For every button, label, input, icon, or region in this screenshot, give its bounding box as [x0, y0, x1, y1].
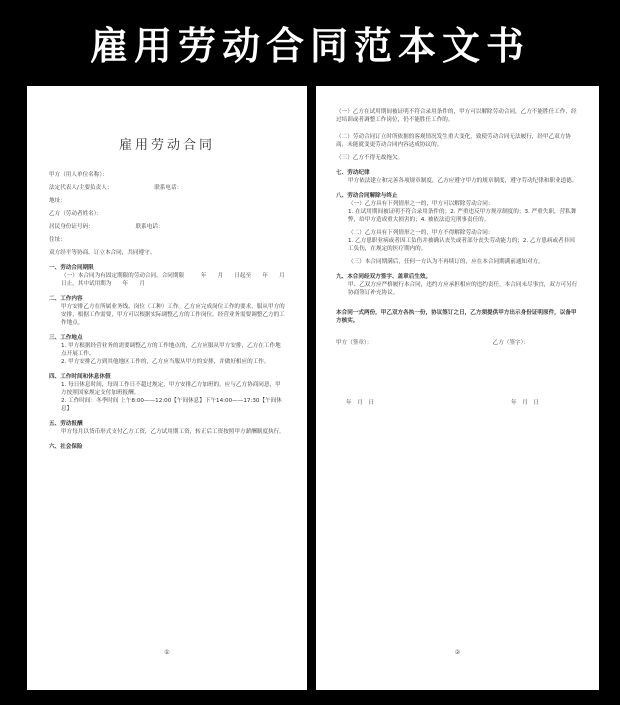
section-9-heading: 九、本合同经双方签字、盖章后生效。 — [336, 274, 432, 280]
party-b-date: 年 月 日 — [511, 400, 539, 406]
section-4-heading: 四、工作时间和休息休假 — [49, 374, 111, 380]
id-number-label: 居民身份证号码： — [49, 224, 94, 230]
document-title: 雇用劳动合同 — [118, 138, 215, 153]
section-4-text-2: 2. 工作时间：冬季时间 上午8:00——12:00【午间休息】下午14:00——17:30【午间休息】 — [61, 398, 282, 412]
section-2-heading: 二、工作内容 — [49, 296, 83, 302]
section-3-text-2: 2. 甲方安排乙方到其他地区工作的，乙方应当服从甲方的安排，并做好相应的工作。 — [61, 359, 270, 365]
section-1-heading: 一、劳动合同期限 — [49, 265, 94, 271]
section-9-text: 甲、乙双方应严格履行本合同，违约方应承担相应的违约责任。本合同未尽事宜，双方可另行协商签订补充协议。 — [348, 282, 578, 296]
legal-rep-line — [49, 184, 285, 192]
section-10-text: 本合同一式两份，甲乙双方各执一份，协议签订之日，乙方须提供甲方出示身份证明原件，以备甲方核实。 — [336, 310, 577, 324]
right-paragraph-1: （一）乙方在试用期间被证明不符合录用条件的，甲方可以解除劳动合同。乙方不能胜任工作，经过培训或者调整工作岗位，仍不能胜任工作的。 — [336, 109, 577, 123]
contract-page-right — [316, 86, 599, 690]
legal-rep-label: 法定代表人/主要负责人： — [49, 185, 113, 191]
section-8-text-5: （三）本合同期满后，任何一方认为不再续订的，应在本合同期满前通知对方。 — [348, 259, 544, 265]
date-row — [336, 398, 579, 406]
address-b-line: 住址： — [49, 237, 66, 243]
section-8-text-1: （一）乙方具有下列情形之一的，甲方可以解除劳动合同： — [348, 201, 494, 207]
section-4-text-1: 1. 每日休息时间，每周工作日不超过规定，甲方安排乙方加班的，应与乙方协商同意，甲方按照国家规定支付加班报酬。 — [61, 382, 281, 396]
party-a-date: 年 月 日 — [346, 400, 374, 406]
page-number-right: ② — [454, 649, 461, 656]
section-8-heading: 八、劳动合同解除与终止 — [336, 193, 398, 199]
section-7-text: 甲方依法建立和完善各项规章制度，乙方应遵守甲方的规章制度，遵守劳动纪律和职业道德。 — [348, 178, 578, 184]
section-8-text-3: （二）乙方具有下列情形之一的，甲方不得解除劳动合同： — [348, 230, 494, 236]
party-b-signature-label: 乙方（签字）： — [492, 340, 529, 346]
section-5-text: 甲方每月以货币形式支付乙方工资，乙方试用期工资，转正后工资按照甲方薪酬制度执行。 — [61, 429, 285, 435]
contact-phone-label: 联系电话： — [154, 185, 183, 191]
banner — [0, 0, 620, 84]
section-6-heading: 六、社会保险 — [49, 444, 83, 450]
contact-phone-b-label: 联系电话： — [135, 224, 164, 230]
party-a-line: 甲方（用人单位名称）： — [49, 172, 108, 178]
page-number-left: ① — [164, 649, 170, 656]
id-line — [49, 223, 285, 231]
section-2-text: 甲方安排乙方在所属业务线，岗位（工种）工作。乙方应完成岗位工作的要求，服从甲方的安排，根据工作需要，甲方可以根据实际调整乙方的工作岗位，经营业务需要调整乙方的工作地点。 — [61, 304, 285, 326]
section-3-heading: 三、工作地点 — [49, 335, 83, 341]
preamble: 双方经平等协商，订立本合同，共同遵守。 — [49, 250, 156, 256]
section-7-heading: 七、劳动纪律 — [336, 170, 370, 176]
party-a-signature-label: 甲方（签章）： — [336, 340, 373, 346]
section-3-text-1: 1. 甲方根据经营业务的需要调整乙方的工作地点的，乙方应服从甲方安排，乙方在工作地点开展工作。 — [61, 343, 281, 357]
contract-page-left — [27, 86, 307, 690]
banner-title: 雇用劳动合同范本文书 — [89, 22, 530, 68]
signature-row — [336, 338, 579, 346]
party-b-line: 乙方（劳动者姓名）： — [49, 211, 103, 217]
right-paragraph-2: （二）劳动合同订立时所依据的客观情况发生重大变化，致使劳动合同无法履行，经甲乙双方协商，未能就变更劳动合同内容达成协议的。 — [336, 134, 571, 148]
right-paragraph-3: （三）乙方不得无故拖欠。 — [336, 155, 404, 161]
address-a-line: 地址： — [49, 198, 66, 204]
section-8-text-4: 1. 乙方患职业病或者因工负伤并被确认丧失或者部分丧失劳动能力的；2. 乙方患病或者非因工负伤，在规定的医疗期内的。 — [348, 238, 575, 252]
section-1-text: （一）本合同为有固定期限的劳动合同，合同期限 年 月 日起至 年 月 日止。其中试用期为 年 月 — [61, 273, 296, 287]
section-8-text-2: 1. 在试用期间被证明不符合录用条件的；2. 严重违反甲方规章制度的；3. 严重失职，营私舞弊，给甲方造成重大损害的；4. 被依法追究刑事责任的。 — [348, 209, 577, 223]
section-5-heading: 五、劳动报酬 — [49, 421, 83, 427]
